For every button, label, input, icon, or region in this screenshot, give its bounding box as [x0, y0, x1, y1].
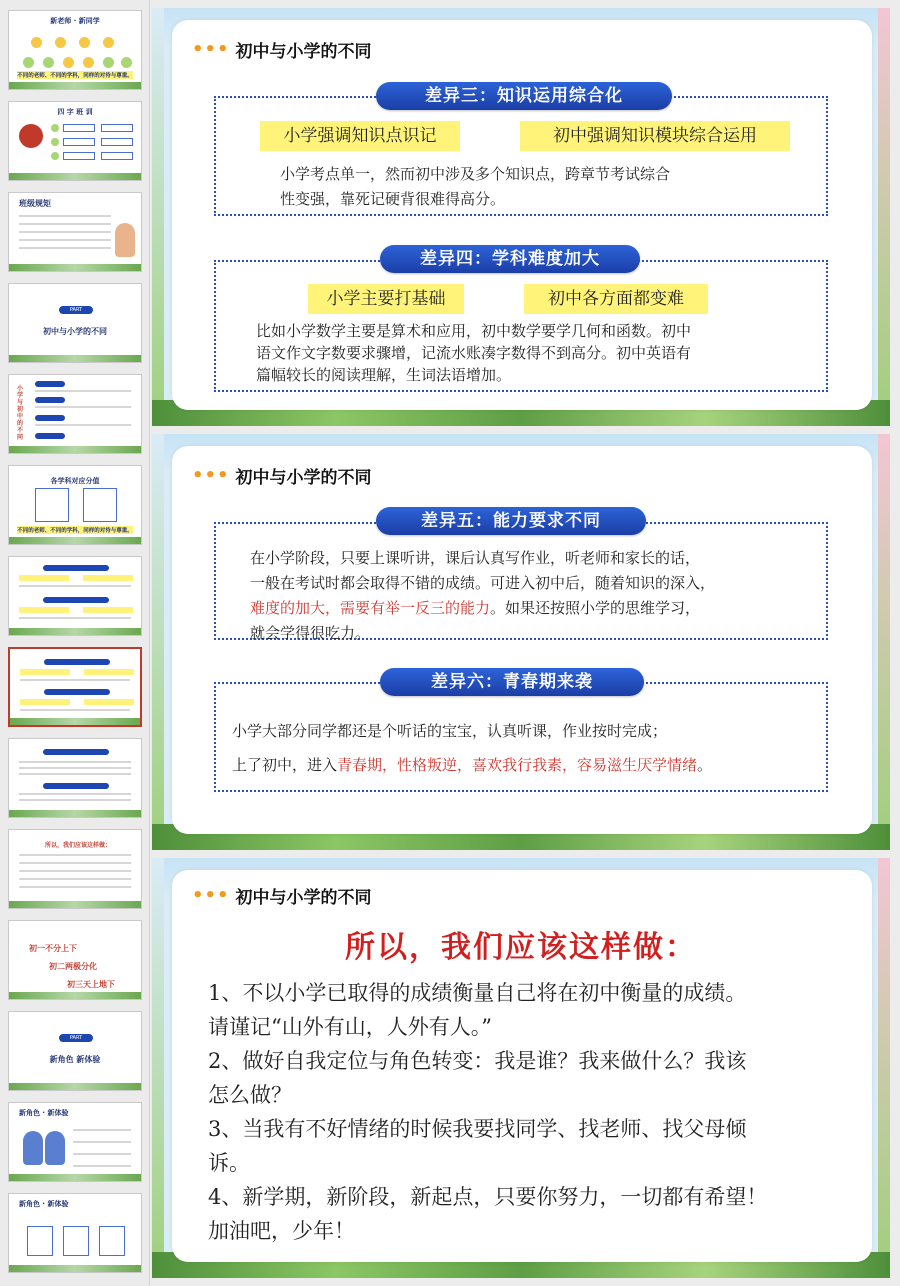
slide-thumbnail-5[interactable]: 小学与初中的不同: [8, 374, 142, 454]
slide-preview-2: [152, 434, 890, 850]
difference-4-text: 比如小学数学主要是算术和应用，初中数学要学几何和函数。初中 语文作文字数要求骤增，记流水账凑字数得不到高分。初中英语有 篇幅较长的阅读理解，生词法语增加。: [256, 322, 692, 384]
heading-text: 初中与小学的不同: [235, 887, 372, 908]
slide-heading: [192, 460, 372, 490]
list-item: 4、新学期，新阶段，新起点，只要你努力，一切都有希望！ 加油吧，少年！: [208, 1185, 768, 1243]
slide-thumbnail-7[interactable]: [8, 556, 142, 636]
thumbnail-title: 初中与小学的不同: [43, 327, 107, 336]
slide-thumbnail-10[interactable]: [8, 829, 142, 909]
dots-icon: •••: [192, 38, 230, 60]
dots-icon: •••: [192, 884, 230, 906]
part-badge: PART: [59, 306, 93, 314]
difference-5-text: 在小学阶段，只要上课听讲，课后认真写作业，听老师和家长的话， 一般在考试时都会取得不错的成绩。可进入初中后，随着知识的深入， 难度的加大，需要有举一反三的能力。如果还按照小学的思维学习， 就会学得很吃力。: [250, 549, 716, 642]
difference-6-text: 小学大部分同学都还是个听话的宝宝，认真听课，作业按时完成； 上了初中，进入青春期，性格叛逆，喜欢我行我素，容易滋生厌学情绪。: [232, 722, 713, 774]
primary-school-label: 小学强调知识点识记: [260, 121, 460, 151]
slide-heading: [192, 880, 372, 910]
slide-thumbnail-6[interactable]: [8, 465, 142, 545]
slide-thumbnail-2[interactable]: [8, 101, 142, 181]
heading-text: 初中与小学的不同: [235, 467, 372, 488]
slide-preview-1: [152, 8, 890, 426]
list-item: 3、当我有不好情绪的时候我要找同学、找老师、找父母倾 诉。: [208, 1117, 747, 1175]
list-item: 2、做好自我定位与角色转变：我是谁？我来做什么？我该 怎么做？: [208, 1049, 747, 1107]
difference-3-pill: 差异三：知识运用综合化: [376, 82, 672, 110]
middle-school-label: 初中强调知识模块综合运用: [520, 121, 790, 151]
thumbnail-title: 新角色 · 新体验: [19, 1200, 69, 1208]
slide-thumbnail-12[interactable]: [8, 1011, 142, 1091]
dots-icon: •••: [192, 464, 230, 486]
slide-thumbnail-8[interactable]: [8, 647, 142, 727]
thumbnail-title: 所以，我们应该这样做：: [45, 842, 112, 849]
thumbnail-title: 新老师 · 新同学: [50, 17, 100, 25]
difference-3-text: 小学考点单一，然而初中涉及多个知识点，跨章节考试综合 性变强，靠死记硬背很难得高分。: [280, 165, 671, 208]
slide-thumbnail-4[interactable]: [8, 283, 142, 363]
slide-thumbnail-13[interactable]: [8, 1102, 142, 1182]
thumbnail-title: 班级规矩: [19, 199, 51, 208]
slide-thumbnail-panel: [0, 0, 150, 1286]
thumbnail-title: 新角色 新体验: [49, 1055, 101, 1064]
slide-thumbnail-9[interactable]: [8, 738, 142, 818]
thumbnail-line-1: 初一不分上下: [29, 944, 77, 953]
list-item: 1、不以小学已取得的成绩衡量自己将在初中衡量的成绩。 请谨记“山外有山，人外有人。”: [208, 981, 747, 1039]
part-badge: PART: [59, 1034, 93, 1042]
slide-thumbnail-11[interactable]: [8, 920, 142, 1000]
difference-4-pill: 差异四：学科难度加大: [380, 245, 640, 273]
slide-thumbnail-3[interactable]: [8, 192, 142, 272]
slide-title: 所以，我们应该这样做：: [345, 930, 697, 965]
slide-thumbnail-1[interactable]: [8, 10, 142, 90]
difference-6-pill: 差异六：青春期来袭: [380, 668, 644, 696]
thumbnail-title: 四 字 班 训: [57, 108, 93, 116]
thumbnail-title: 各学科对应分值: [50, 477, 100, 485]
thumbnail-title: 新角色 · 新体验: [19, 1109, 69, 1117]
middle-school-label: 初中各方面都变难: [524, 284, 708, 314]
slide-preview-3: [152, 858, 890, 1278]
slide-thumbnail-14[interactable]: [8, 1193, 142, 1273]
thumbnail-line-3: 初三天上地下: [67, 980, 115, 989]
thumbnail-footer: 不同的老师、不同的学科，同样的对待与尊重。: [17, 73, 133, 79]
difference-5-pill: 差异五：能力要求不同: [376, 507, 646, 535]
heading-text: 初中与小学的不同: [235, 41, 372, 62]
thumbnail-line-2: 初二两极分化: [49, 962, 97, 971]
slide-heading: [192, 34, 372, 64]
primary-school-label: 小学主要打基础: [308, 284, 464, 314]
thumbnail-footer: 不同的老师、不同的学科，同样的对待与尊重。: [17, 528, 133, 534]
